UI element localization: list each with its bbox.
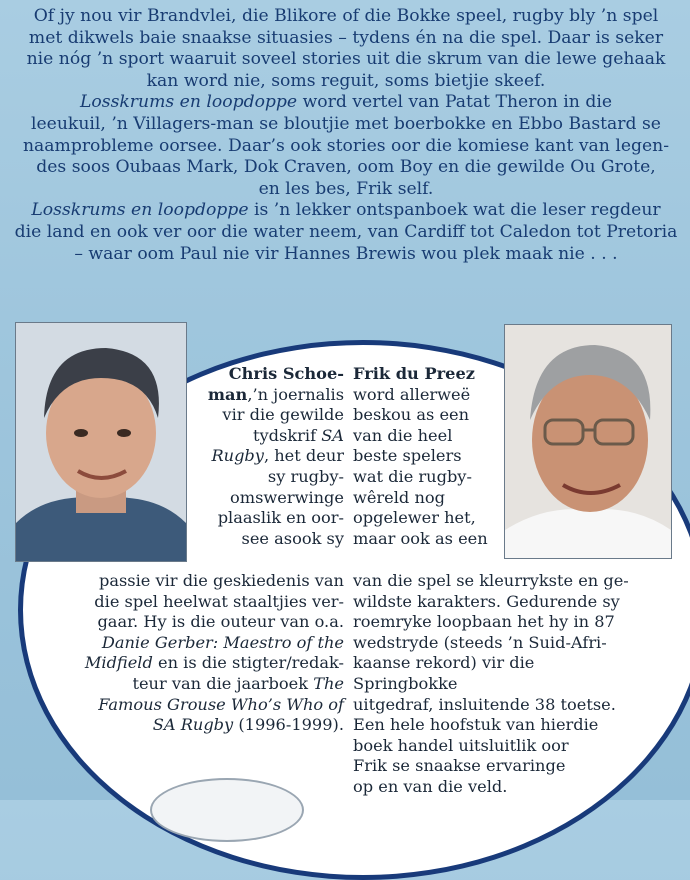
frik-bio-top	[353, 364, 503, 549]
blurb-line: Of jy nou vir Brandvlei, die Blikore of die Bokke speel, rugby bly ’n spel	[33, 6, 659, 26]
blurb-p2	[14, 92, 678, 200]
bio-line: van die spel se kleurrykste en ge-	[353, 571, 629, 590]
author-name: man	[207, 384, 248, 404]
blurb-line: des soos Oubaas Mark, Dok Craven, oom Boy en die gewilde Ou Grote,	[36, 157, 656, 178]
blurb-line: word vertel van Patat Theron in die	[297, 92, 613, 113]
book-title: Losskrums en loopdoppe	[31, 200, 249, 221]
blurb-line: met dikwels baie snaakse situasies – tydens én na die spel. Daar is seker	[28, 27, 664, 48]
bio-line: sy rugby-	[267, 466, 344, 486]
bio-line: , het deur	[263, 446, 344, 466]
book-title: Losskrums en loopdoppe	[79, 92, 298, 113]
bio-line: teur van die jaarboek	[132, 673, 314, 693]
bio-line: roemryke loopbaan het hy in 87	[353, 612, 615, 632]
bio-line: op en van die veld.	[353, 776, 508, 796]
bio-line: en is die stigter/redak-	[152, 653, 344, 673]
blurb-line: naamprobleme oorsee. Daar’s ook stories oor die komiese kant van legen-	[22, 135, 670, 156]
blurb-line: nie nóg ’n sport waaruit soveel stories uit die skrum van die lewe gehaak	[26, 49, 666, 70]
bio-line: word allerweë	[353, 384, 471, 404]
frik-du-preez-photo	[504, 324, 672, 559]
blurb-line: leeukuil, ’n Villagers-man se bloutjie met boerbokke en Ebbo Bastard se	[31, 113, 661, 134]
publisher-badge	[150, 778, 304, 842]
bio-line: beste spelers	[353, 446, 462, 466]
chris-bio-top	[188, 364, 344, 549]
blurb-line: en les bes, Frik self.	[258, 178, 434, 199]
book-title: Famous Grouse Who’s Who of	[98, 694, 344, 714]
book-title: Danie Gerber: Maestro of the	[101, 632, 344, 652]
bio-line: vir die gewilde	[222, 405, 344, 425]
portrait-icon	[16, 323, 186, 561]
chris-schoeman-photo	[15, 322, 187, 562]
chris-bio-bottom	[30, 571, 344, 736]
book-title: Midfield	[84, 653, 153, 673]
back-cover-blurb	[14, 6, 678, 265]
bio-line: van die heel	[353, 425, 453, 445]
magazine-name: Rugby	[211, 446, 264, 466]
bio-line: beskou as een	[353, 405, 470, 425]
blurb-line: kan word nie, soms reguit, soms bietjie skeef.	[146, 70, 546, 91]
bio-line: uitgedraf, insluitende 38 toetse.	[353, 694, 616, 714]
book-title: SA Rugby	[152, 715, 234, 735]
bio-line: maar ook as een	[353, 528, 488, 548]
bio-line: tydskrif	[253, 425, 322, 445]
bio-line: (1996-1999).	[233, 715, 344, 735]
bio-line: plaaslik en oor-	[217, 508, 344, 528]
bio-line: wat die rugby-	[353, 466, 472, 486]
bio-line: ,’n joernalis	[247, 384, 344, 404]
bio-line: Een hele hoofstuk van hierdie	[353, 715, 599, 735]
bio-line: gaar. Hy is die outeur van o.a.	[97, 612, 344, 632]
bio-line: wêreld nog	[353, 487, 445, 507]
bio-line: wedstryde (steeds ’n Suid-Afri-	[353, 632, 607, 652]
blurb-p1	[14, 6, 678, 92]
bio-line: kaanse rekord) vir die Springbokke	[353, 653, 535, 693]
portrait-icon	[505, 325, 671, 558]
frik-bio-bottom	[353, 571, 643, 798]
magazine-name: SA	[321, 425, 344, 445]
bio-line: omswerwinge	[230, 487, 344, 507]
bio-line: Frik se snaakse ervaringe	[353, 756, 566, 776]
bio-line: boek handel uitsluitlik oor	[353, 735, 569, 755]
subject-name: Frik du Preez	[353, 364, 475, 383]
blurb-line: – waar oom Paul nie vir Hannes Brewis wou plek maak nie . . .	[74, 243, 618, 264]
bio-line: wildste karakters. Gedurende sy	[353, 591, 620, 611]
blurb-line: die land en ook ver oor die water neem, van Cardiff tot Caledon tot Pretoria	[14, 221, 678, 242]
author-name: Chris Schoe-	[228, 364, 344, 383]
book-title: The	[313, 673, 344, 693]
blurb-line: is ’n lekker ontspanboek wat die leser regdeur	[248, 200, 661, 221]
bio-line: see asook sy	[241, 528, 344, 548]
blurb-p3	[14, 200, 678, 265]
bio-line: passie vir die geskiedenis van	[98, 571, 344, 590]
bio-line: die spel heelwat staaltjies ver-	[94, 591, 344, 611]
bio-line: opgelewer het,	[353, 508, 476, 528]
